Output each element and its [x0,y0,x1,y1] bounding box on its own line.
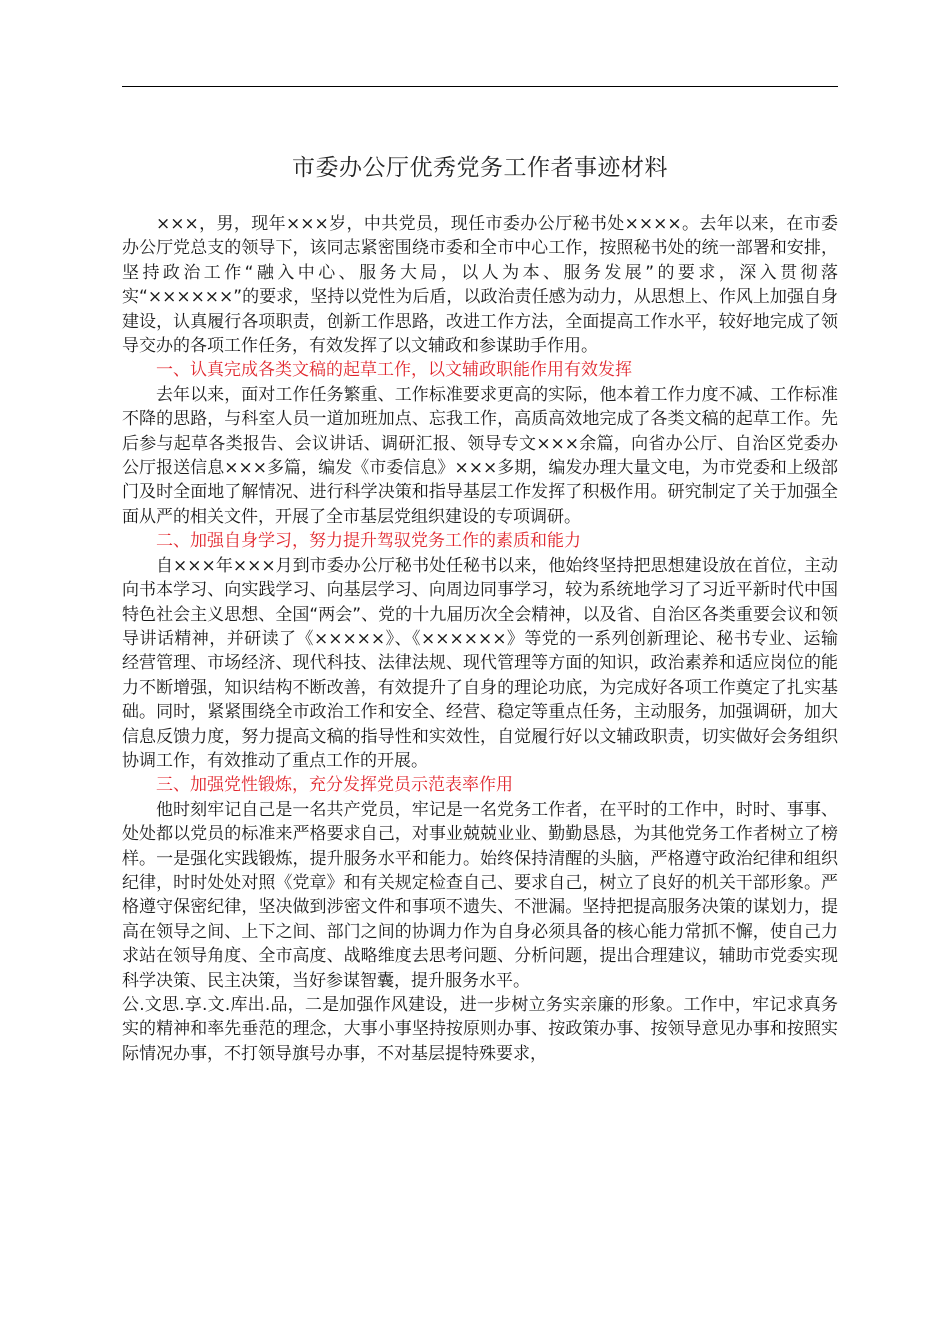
header-rule [122,86,838,87]
document-title: 市委办公厅优秀党务工作者事迹材料 [292,155,668,181]
section-body-2: 自×××年×××月到市委办公厅秘书处任秘书以来，他始终坚持把思想建设放在首位，主动向书本学习、向实践学习、向基层学习、向周边同事学习，较为系统地学习了习近平新时代中国特色社会主义思想、全国“两会”、党的十九届历次全会精神，以及省、自治区各类重要会议和领导讲话精神，并研读了《×××××》、《××××××》等党的一系列创新理论、秘书专业、运输经营管理、市场经济、现代科技、法律法规、现代管理等方面的知识，政治素养和适应岗位的能力不断增强，知识结构不断改善，有效提升了自身的理论功底，为完成好各项工作奠定了扎实基础。同时，紧紧围绕全市政治工作和安全、经营、稳定等重点任务，主动服务，加强调研，加大信息反馈力度，努力提高文稿的指导性和实效性，自觉履行好以文辅政职责，切实做好会务组织协调工作，有效推动了重点工作的开展。 [122,555,838,771]
intro-paragraph: ×××，男，现年×××岁，中共党员，现任市委办公厅秘书处××××。去年以来，在市委办公厅党总支的领导下，该同志紧密围绕市委和全市中心工作，按照秘书处的统一部署和安排，坚持政治工作“融入中心、服务大局，以人为本、服务发展”的要求，深入贯彻落实“××××××”的要求，坚持以党性为后盾，以政治责任感为动力，从思想上、作风上加强自身建设，认真履行各项职责，创新工作思路，改进工作方法，全面提高工作水平，较好地完成了领导交办的各项工作任务，有效发挥了以文辅政和参谋助手作用。 [122,214,838,357]
section-body-3-continued: 公.文思.享.文.库出.品，二是加强作风建设，进一步树立务实亲廉的形象。工作中，牢记求真务实的精神和率先垂范的理念，大事小事坚持按原则办事、按政策办事、按领导意见办事和按照实际情况办事，不打领导旗号办事，不对基层提特殊要求， [122,995,838,1064]
section-heading-3: 三、加强党性锻炼，充分发挥党员示范表率作用 [156,775,513,796]
section-heading-2: 二、加强自身学习，努力提升驾驭党务工作的素质和能力 [156,531,581,552]
section-body-3: 他时刻牢记自己是一名共产党员，牢记是一名党务工作者，在平时的工作中，时时、事事、处处都以党员的标准来严格要求自己，对事业兢兢业业、勤勤恳恳，为其他党务工作者树立了榜样。一是强化实践锻炼，提升服务水平和能力。始终保持清醒的头脑，严格遵守政治纪律和组织纪律，时时处处对照《党章》和有关规定检查自己、要求自己，树立了良好的机关干部形象。严格遵守保密纪律，坚决做到涉密文件和事项不遗失、不泄漏。坚持把提高服务决策的谋划力，提高在领导之间、上下之间、部门之间的协调力作为自身必须具备的核心能力常抓不懈，使自己力求站在领导角度、全市高度、战略维度去思考问题、分析问题，提出合理建议，辅助市党委实现科学决策、民主决策，当好参谋智囊，提升服务水平。 [122,799,838,991]
section-heading-1: 一、认真完成各类文稿的起草工作，以文辅政职能作用有效发挥 [156,360,632,381]
document-body [122,212,838,1066]
section-body-1: 去年以来，面对工作任务繁重、工作标准要求更高的实际，他本着工作力度不减、工作标准不降的思路，与科室人员一道加班加点、忘我工作，高质高效地完成了各类文稿的起草工作。先后参与起草各类报告、会议讲话、调研汇报、领导专文×××余篇，向省办公厅、自治区党委办公厅报送信息×××多篇，编发《市委信息》×××多期，编发办理大量文电，为市党委和上级部门及时全面地了解情况、进行科学决策和指导基层工作发挥了积极作用。研究制定了关于加强全面从严的相关文件，开展了全市基层党组织建设的专项调研。 [122,384,838,527]
